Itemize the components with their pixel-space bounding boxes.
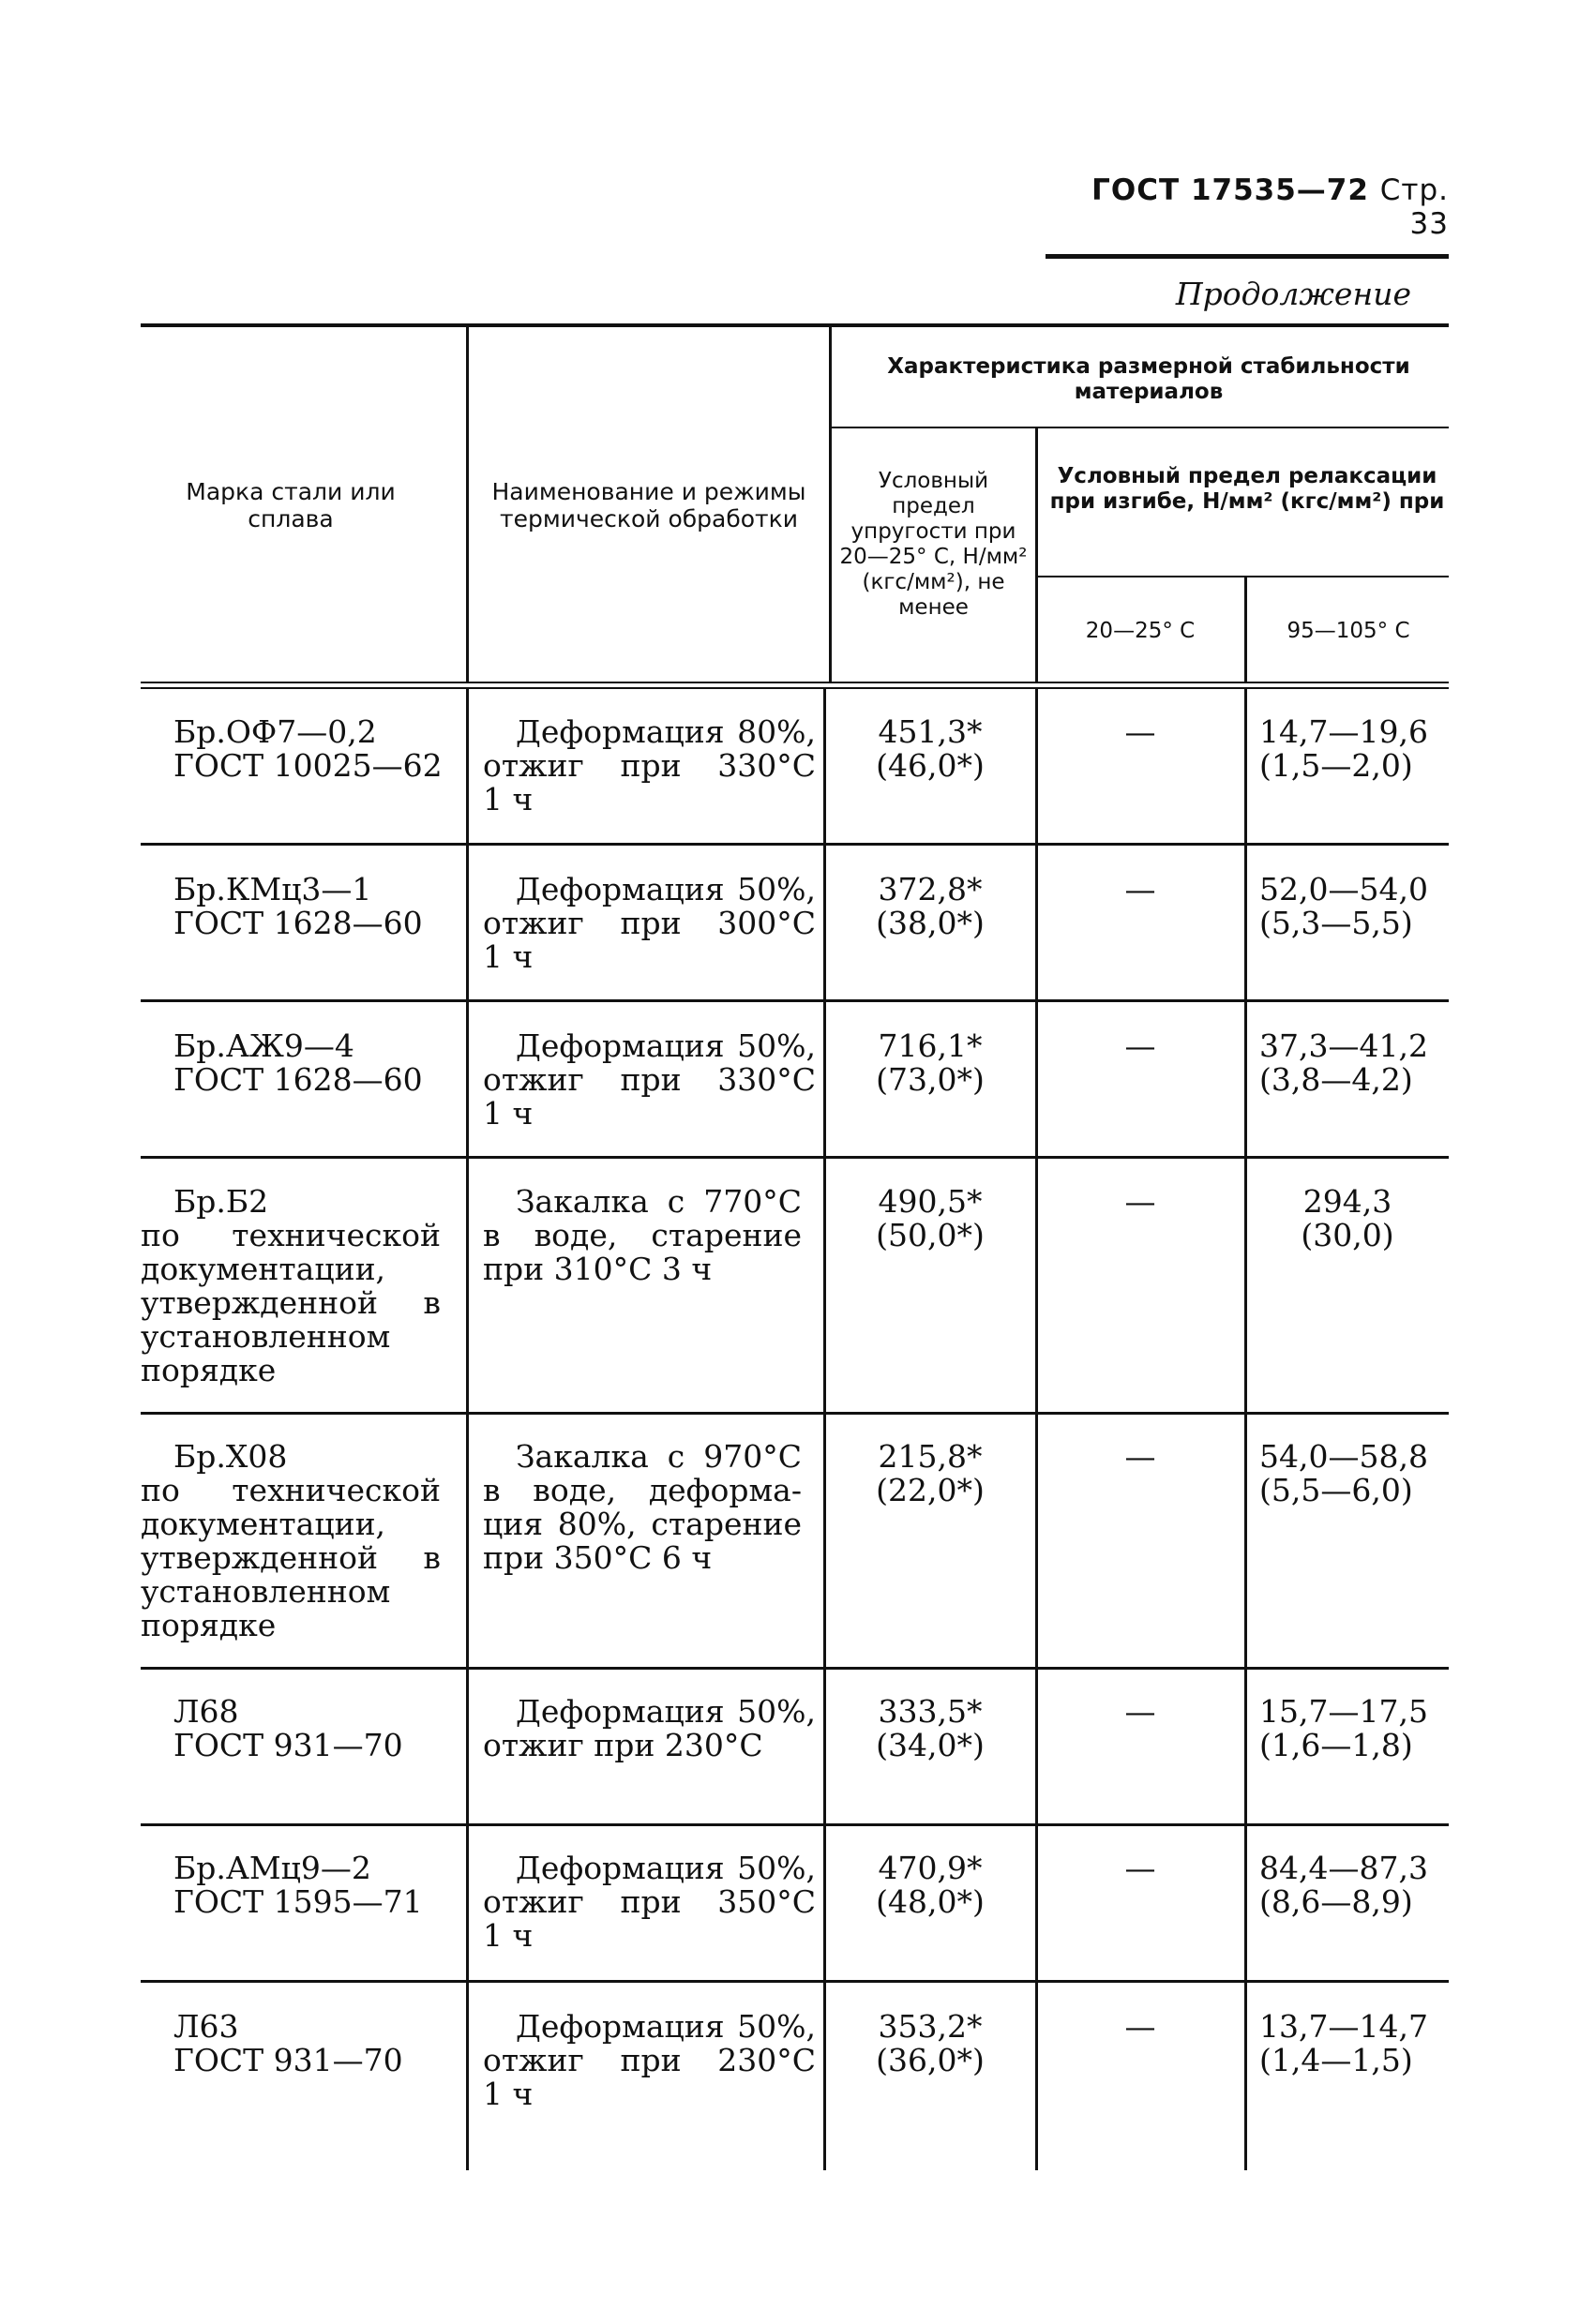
cell-relax-20: —: [1124, 871, 1156, 907]
cell-grade: Л63 ГОСТ 931—70: [173, 2008, 403, 2078]
header-divider-2: [829, 325, 832, 683]
cell-treatment: Деформация 50%, отжиг при 230°С 1 ч: [483, 2008, 816, 2112]
cell-grade: Бр.АЖ9—4 ГОСТ 1628—60: [173, 1027, 423, 1098]
body-divider-2: [823, 689, 826, 2170]
cell-grade: Л68 ГОСТ 931—70: [173, 1693, 403, 1763]
row-separator: [141, 843, 1449, 846]
cell-elastic: 215,8* (22,0*): [876, 1438, 985, 1508]
cell-grade: Бр.КМц3—1 ГОСТ 1628—60: [173, 871, 423, 941]
col-header-elastic: Условный предел упругости при 20—25° С, Н/мм² (кгс/мм²), не менее: [839, 469, 1028, 620]
cell-elastic: 451,3* (46,0*): [876, 713, 985, 784]
col-header-treatment: Наименование и режимы термической обработки: [491, 478, 806, 532]
body-divider-4: [1244, 689, 1247, 2170]
row-separator: [141, 1980, 1449, 1983]
page-header: [1046, 173, 1449, 259]
body-divider-1: [466, 689, 469, 2170]
cell-elastic: 372,8* (38,0*): [876, 871, 985, 941]
cell-elastic: 470,9* (48,0*): [876, 1850, 985, 1920]
continuation-label: Продолжение: [1175, 276, 1411, 312]
cell-relax-20: —: [1124, 2008, 1156, 2045]
cell-elastic: 716,1* (73,0*): [876, 1027, 985, 1098]
cell-treatment: Деформация 80%, отжиг при 330°С 1 ч: [483, 713, 816, 817]
cell-relax-20: —: [1124, 1027, 1156, 1064]
cell-treatment: Деформация 50%, отжиг при 330°С 1 ч: [483, 1027, 816, 1132]
cell-relax-95: 14,7—19,6 (1,5—2,0): [1259, 713, 1428, 784]
document-code: ГОСТ 17535—72: [1091, 173, 1369, 207]
cell-relax-20: —: [1124, 1850, 1156, 1886]
col-header-group: Характеристика размерной стабильности материалов: [887, 354, 1410, 404]
cell-relax-95: 294,3 (30,0): [1301, 1183, 1394, 1253]
cell-treatment: Закалка с 970°С в воде, деформа- ция 80%, старение при 350°С 6 ч: [483, 1438, 802, 1576]
col-header-relax-20: 20—25° С: [1085, 619, 1196, 643]
row-separator: [141, 1823, 1449, 1826]
col-header-relax-group: Условный предел релаксации при изгибе, Н/мм² (кгс/мм²) при: [1049, 464, 1445, 514]
cell-treatment: Закалка с 770°С в воде, старение при 310°С 3 ч: [483, 1183, 802, 1287]
cell-relax-95: 84,4—87,3 (8,6—8,9): [1259, 1850, 1428, 1920]
cell-elastic: 333,5* (34,0*): [876, 1693, 985, 1763]
header-divider-3: [1035, 428, 1038, 683]
header-divider-1: [466, 325, 469, 683]
page-number: Стр. 33: [1379, 173, 1449, 241]
col-header-grade: Марка стали или сплава: [186, 478, 396, 532]
row-separator: [141, 1667, 1449, 1670]
cell-grade: Бр.АМц9—2 ГОСТ 1595—71: [173, 1850, 423, 1920]
col-header-relax-95: 95—105° С: [1287, 619, 1410, 643]
cell-relax-20: —: [1124, 1183, 1156, 1220]
cell-grade: Бр.Х08 по технической документации, утвержденной в установленном порядке: [141, 1438, 441, 1643]
cell-relax-95: 54,0—58,8 (5,5—6,0): [1259, 1438, 1428, 1508]
cell-elastic: 490,5* (50,0*): [876, 1183, 985, 1253]
cell-relax-95: 52,0—54,0 (5,3—5,5): [1259, 871, 1428, 941]
body-divider-3: [1035, 689, 1038, 2170]
row-separator: [141, 1156, 1449, 1159]
cell-relax-20: —: [1124, 713, 1156, 750]
header-bottom-rule-2: [141, 687, 1449, 689]
cell-relax-95: 13,7—14,7 (1,4—1,5): [1259, 2008, 1428, 2078]
cell-grade: Бр.ОФ7—0,2 ГОСТ 10025—62: [173, 713, 443, 784]
row-separator: [141, 999, 1449, 1002]
cell-relax-95: 15,7—17,5 (1,6—1,8): [1259, 1693, 1428, 1763]
header-divider-4: [1244, 577, 1247, 683]
cell-relax-95: 37,3—41,2 (3,8—4,2): [1259, 1027, 1428, 1098]
row-separator: [141, 1412, 1449, 1415]
cell-treatment: Деформация 50%, отжиг при 230°С: [483, 1693, 816, 1763]
cell-treatment: Деформация 50%, отжиг при 350°С 1 ч: [483, 1850, 816, 1954]
header-bottom-rule: [141, 682, 1449, 683]
group-header-rule: [830, 427, 1449, 428]
table-top-rule: [141, 323, 1449, 327]
cell-grade: Бр.Б2 по технической документации, утвержденной в установленном порядке: [141, 1183, 441, 1388]
cell-relax-20: —: [1124, 1693, 1156, 1730]
cell-elastic: 353,2* (36,0*): [876, 2008, 985, 2078]
relax-header-rule: [1036, 576, 1449, 577]
cell-relax-20: —: [1124, 1438, 1156, 1475]
cell-treatment: Деформация 50%, отжиг при 300°С 1 ч: [483, 871, 816, 975]
